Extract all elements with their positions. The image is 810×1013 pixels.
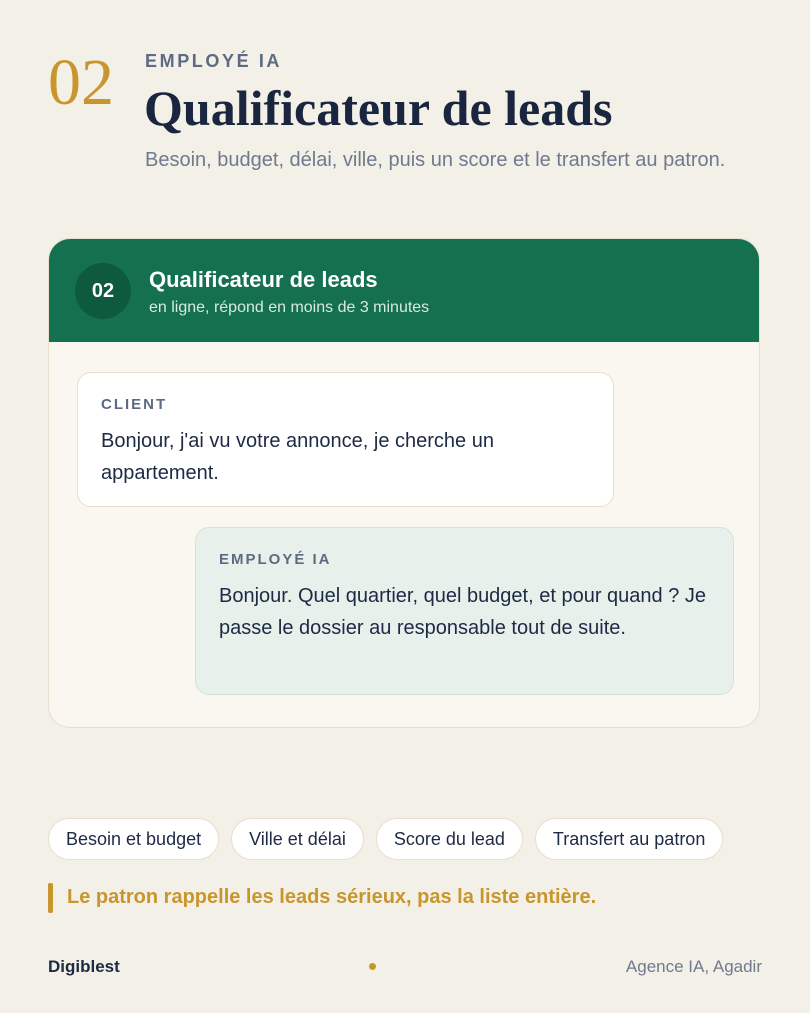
page-title: Qualificateur de leads xyxy=(144,80,613,136)
chat-header xyxy=(49,239,759,342)
footer-location: Agence IA, Agadir xyxy=(625,957,762,976)
page-subtitle: Besoin, budget, délai, ville, puis un score et le transfert au patron. xyxy=(145,149,726,171)
eyebrow-label: EMPLOYÉ IA xyxy=(145,51,283,71)
chip-ville-delai: Ville et délai xyxy=(231,818,364,860)
section-number: 02 xyxy=(48,46,114,119)
client-label: CLIENT xyxy=(101,396,168,413)
ai-message-text: Bonjour. Quel quartier, quel budget, et pour quand ? Je passe le dossier au responsable tout de suite. xyxy=(219,585,707,639)
ai-label: EMPLOYÉ IA xyxy=(219,551,332,568)
agent-badge: 02 xyxy=(75,263,131,319)
chat-status: en ligne, répond en moins de 3 minutes xyxy=(149,299,430,316)
note-accent-bar xyxy=(48,883,53,913)
chip-besoin-budget: Besoin et budget xyxy=(48,818,219,860)
chip-score-lead: Score du lead xyxy=(376,818,523,860)
client-message xyxy=(77,372,614,507)
highlight-note: Le patron rappelle les leads sérieux, pas la liste entière. xyxy=(67,886,597,908)
chip-transfert-patron: Transfert au patron xyxy=(535,818,723,860)
chat-title: Qualificateur de leads xyxy=(149,267,378,292)
client-message-text: Bonjour, j'ai vu votre annonce, je cherche un appartement. xyxy=(101,430,494,484)
ai-message xyxy=(195,527,734,695)
footer-dot xyxy=(369,963,376,970)
chat-card xyxy=(48,238,760,728)
feature-chips xyxy=(48,818,723,860)
footer-brand: Digiblest xyxy=(48,957,120,976)
